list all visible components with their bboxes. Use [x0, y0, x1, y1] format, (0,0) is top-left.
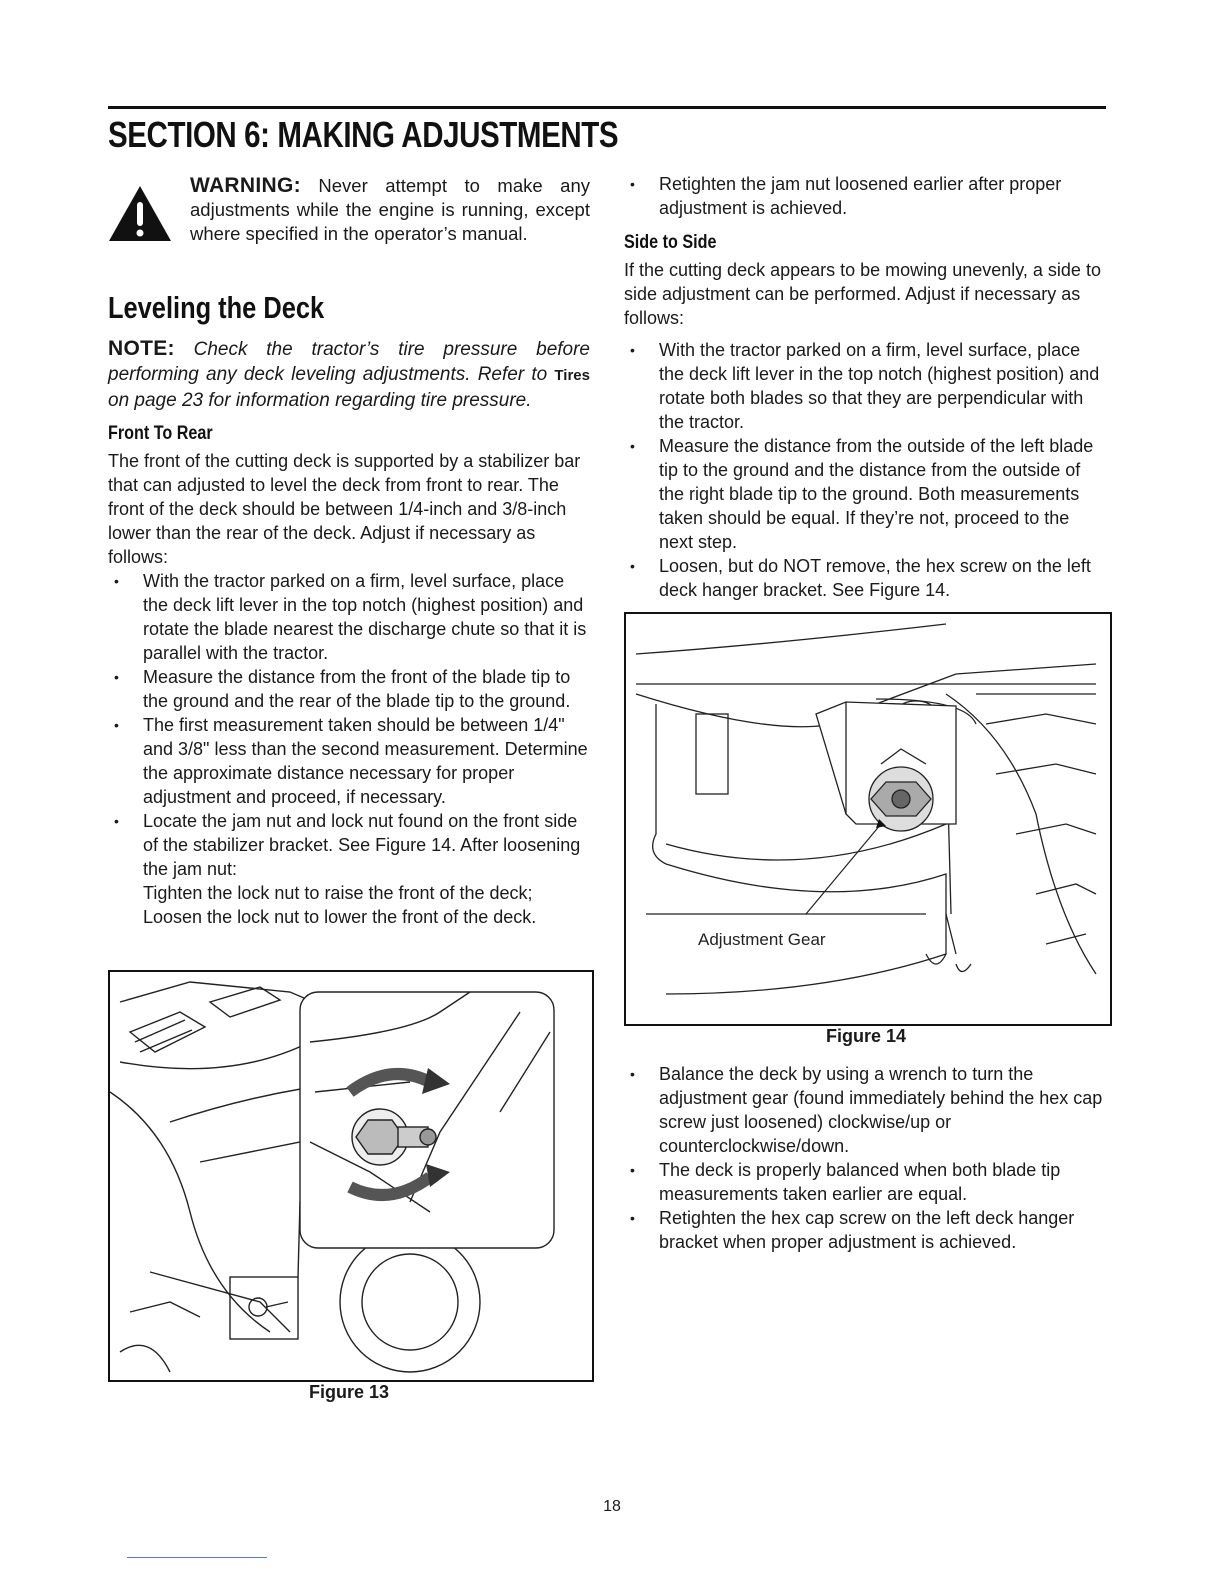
warning-block	[108, 170, 590, 278]
warning-text	[190, 174, 590, 246]
note-block	[108, 336, 590, 413]
list-item: • The first measurement taken should be between 1/4" and 3/8" less than the second measurement. Determine the approximate distance necessary for proper adjustment and proceed, if necessary.	[114, 715, 588, 807]
figure-14-illustration	[626, 614, 1110, 1024]
sub-line-loosen: Loosen the lock nut to lower the front of the deck.	[143, 907, 537, 927]
retighten-list	[624, 172, 1106, 220]
bottom-edge-line	[127, 1557, 267, 1558]
side-to-side-title: Side to Side	[624, 232, 717, 253]
figure-14	[624, 612, 1112, 1026]
sub-line-tighten: Tighten the lock nut to raise the front of the deck;	[143, 883, 533, 903]
list-item: • With the tractor parked on a firm, level surface, place the deck lift lever in the top notch (highest position) and rotate both blades so that they are perpendicular with the tractor.	[630, 340, 1100, 432]
list-item: • Measure the distance from the front of the blade tip to the ground and the rear of the blade tip to the ground.	[114, 667, 571, 711]
figure-13	[108, 970, 594, 1382]
list-item: • Retighten the jam nut loosened earlier after proper adjustment is achieved.	[630, 174, 1062, 218]
figure-14-caption: Figure 14	[825, 1026, 907, 1046]
warning-body: Never attempt to make any adjustments while the engine is running, except where specified in the operator’s manual.	[190, 175, 590, 244]
left-column	[108, 170, 590, 929]
figure-13-caption: Figure 13	[308, 1382, 390, 1402]
side-to-side-list-continued	[624, 1062, 1106, 1254]
warning-triangle-icon	[108, 184, 172, 242]
right-column-lower	[624, 1062, 1106, 1254]
front-to-rear-title: Front To Rear	[108, 423, 213, 444]
side-to-side-intro: If the cutting deck appears to be mowing unevenly, a side to side adjustment can be performed. Adjust if necessary as follows:	[624, 260, 1101, 328]
note-ref: Tires	[554, 367, 590, 384]
header-rule	[108, 106, 1106, 109]
figure-13-illustration	[110, 972, 592, 1380]
page-number: 18	[603, 1498, 621, 1515]
figure-14-callout: Adjustment Gear	[698, 930, 826, 949]
front-to-rear-list	[108, 569, 590, 929]
right-column	[624, 172, 1106, 602]
warning-label: WARNING:	[190, 174, 301, 197]
note-text-1: Check the tractor’s tire pressure before performing any deck leveling adjustments. Refer to	[108, 339, 590, 385]
list-item: • Balance the deck by using a wrench to turn the adjustment gear (found immediately behind the hex cap screw just loosened) clockwise/up or counterclockwise/down.	[630, 1064, 1103, 1156]
section-title: SECTION 6: MAKING ADJUSTMENTS	[108, 114, 619, 155]
list-item: • The deck is properly balanced when both blade tip measurements taken earlier are equal.	[630, 1160, 1061, 1204]
list-item: • With the tractor parked on a firm, level surface, place the deck lift lever in the top notch (highest position) and rotate the blade nearest the discharge chute so that it is parallel with the tractor.	[114, 571, 587, 663]
list-item: • Locate the jam nut and lock nut found on the front side of the stabilizer bracket. See Figure 14. After loosening the jam nut: Tighten the lock nut to raise the front of the deck; Loosen the lock nut to lower the front of the deck.	[114, 811, 581, 927]
note-label: NOTE:	[108, 337, 175, 360]
leveling-title: Leveling the Deck	[108, 290, 325, 325]
list-item: • Measure the distance from the outside of the left blade tip to the ground and the distance from the outside of the right blade tip to the ground. Both measurements taken should be equal. If they’re not, proceed to the next step.	[630, 436, 1094, 552]
note-text-2: on page 23 for information regarding tire pressure.	[108, 390, 532, 411]
list-item: • Retighten the hex cap screw on the left deck hanger bracket when proper adjustment is achieved.	[630, 1208, 1075, 1252]
front-to-rear-intro: The front of the cutting deck is supported by a stabilizer bar that can adjusted to level the deck from front to rear. The front of the deck should be between 1/4-inch and 3/8-inch lower than the rear of the deck. Adjust if necessary as follows:	[108, 451, 581, 567]
side-to-side-list	[624, 338, 1106, 602]
list-item: • Loosen, but do NOT remove, the hex screw on the left deck hanger bracket. See Figure 14.	[630, 556, 1091, 600]
